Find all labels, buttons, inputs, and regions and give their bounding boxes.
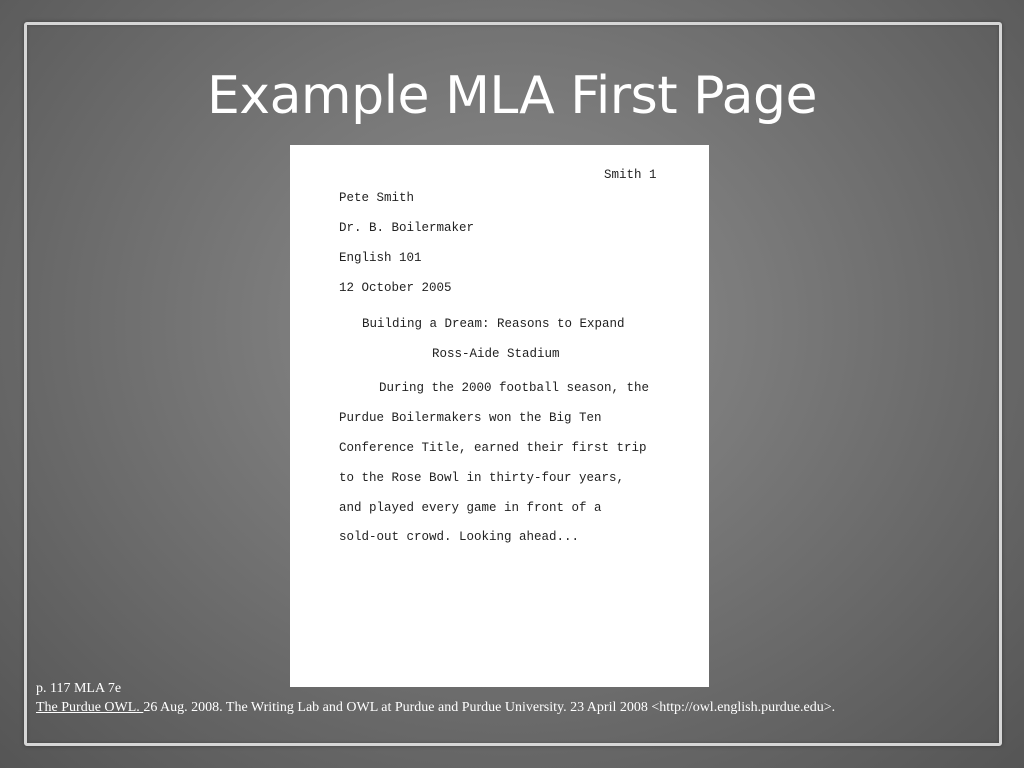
body-line: and played every game in front of a [339, 501, 602, 515]
page-header: Smith 1 [604, 168, 657, 182]
body-line: to the Rose Bowl in thirty-four years, [339, 471, 625, 485]
source-caption [36, 679, 835, 717]
instructor-name: Dr. B. Boilermaker [339, 221, 475, 235]
body-line: During the 2000 football season, the [379, 381, 650, 395]
body-line: sold-out crowd. Looking ahead... [339, 530, 580, 544]
paper-date: 12 October 2005 [339, 281, 452, 295]
paper-title-line-2: Ross-Aide Stadium [432, 347, 560, 361]
paper-title-line-1: Building a Dream: Reasons to Expand [362, 317, 625, 331]
citation [36, 698, 835, 717]
body-line: Conference Title, earned their first trip [339, 441, 647, 455]
slide-title: Example MLA First Page [206, 66, 818, 126]
citation-details: 26 Aug. 2008. The Writing Lab and OWL at Purdue and Purdue University. 23 April 2008 <http://owl.english.purdue.edu>. [143, 700, 836, 715]
course-name: English 101 [339, 251, 422, 265]
author-name: Pete Smith [339, 191, 415, 205]
page-reference: p. 117 MLA 7e [36, 681, 122, 696]
mla-sample-page [290, 145, 709, 687]
citation-link[interactable]: The Purdue OWL. [36, 700, 144, 715]
body-line: Purdue Boilermakers won the Big Ten [339, 411, 602, 425]
